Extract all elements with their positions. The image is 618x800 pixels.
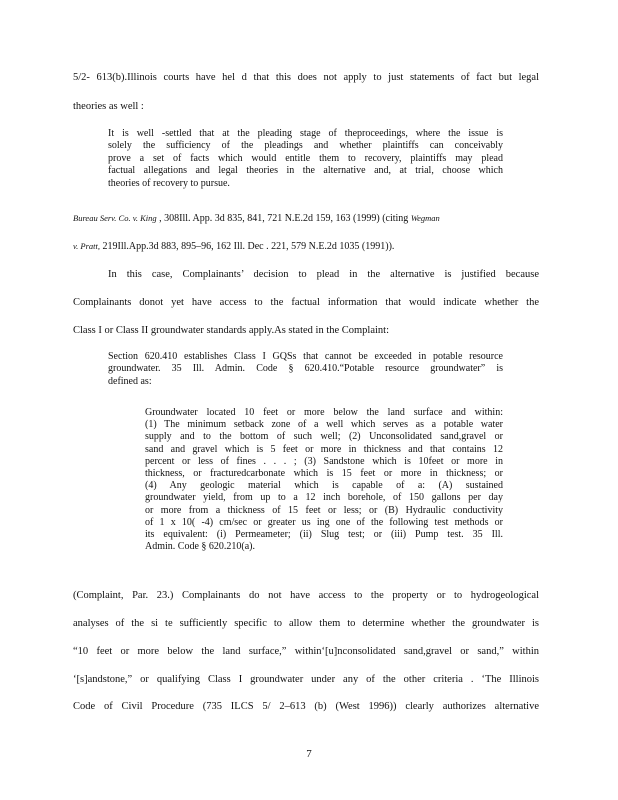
- body-line: (Complaint, Par. 23.) Complainants do not have access to the property or to hydrogeological: [73, 590, 539, 601]
- quote-line: supply and to the bottom of such well; (2) Unconsolidated sand,gravel or: [145, 431, 503, 443]
- quote-line: defined as:: [108, 375, 152, 387]
- quote-line: It is well -settled that at the pleading stage of theproceedings, where the issue is: [108, 128, 503, 139]
- body-line: Class I or Class II groundwater standards apply.As stated in the Complaint:: [73, 325, 390, 336]
- quote-line: sand and gravel which is 5 feet or more in thickness and that contains 12: [145, 443, 503, 455]
- page-number: 7: [306, 748, 312, 760]
- quote-line: of 1 x 10( -4) cm/sec or greater us ing one of the following test methods or: [145, 516, 503, 528]
- citation-text: , 308Ill. App. 3d 835, 841, 721 N.E.2d 159, 163 (1999) (citing: [156, 213, 411, 224]
- body-line: In this case, Complainants’ decision to plead in the alternative is justified because: [108, 269, 539, 280]
- quote-line: (1) The minimum setback zone of a well which serves as a potable water: [145, 419, 503, 431]
- quote-line: (4) Any geologic material which is capable of a: (A) sustained: [145, 480, 503, 492]
- quote-line: theories of recovery to pursue.: [108, 177, 230, 189]
- citation-line: [73, 211, 539, 226]
- quote-line: solely the sufficiency of the pleadings and whether plaintiffs can conceivably: [108, 140, 503, 152]
- quote-line: Section 620.410 establishes Class I GQSs that cannot be exceeded in potable resource: [108, 351, 503, 362]
- quote-line: factual allegations and legal theories in the alternative and, at trial, choose which: [108, 165, 503, 177]
- case-name: Wegman: [410, 213, 440, 223]
- case-name: v. Pratt,: [73, 241, 100, 251]
- quote-line: groundwater yield, from up to a 12 inch borehole, of 150 gallons per day: [145, 492, 503, 504]
- quote-line: Groundwater located 10 feet or more below the land surface and within:: [145, 407, 503, 418]
- body-line: Complainants donot yet have access to the factual information that would indicate whether the: [73, 297, 539, 308]
- case-name: Bureau Serv. Co. v. King: [73, 213, 157, 223]
- body-line: theories as well :: [73, 101, 144, 112]
- body-line: 5/2- 613(b).Illinois courts have hel d that this does not apply to just statements of fact but legal: [73, 72, 539, 83]
- quote-line: its equivalent: (i) Permeameter; (ii) Slug test; or (iii) Pump test. 35 Ill.: [145, 529, 503, 540]
- body-line: Code of Civil Procedure (735 ILCS 5/ 2–613 (b) (West 1996)) clearly authorizes alternative: [73, 701, 539, 712]
- quote-line: Admin. Code § 620.210(a).: [145, 541, 255, 553]
- quote-line: prove a set of facts which would entitle them to recovery, plaintiffs may plead: [108, 152, 503, 164]
- body-line: analyses of the si te sufficiently specific to allow them to determine whether the groundwater is: [73, 618, 539, 629]
- quote-line: or more from a thickness of 15 feet or less; or (B) Hydraulic conductivity: [145, 504, 503, 516]
- body-line: ‘[s]andstone,” or qualifying Class I groundwater under any of the other criteria . ‘The Illinois: [73, 674, 539, 685]
- body-line: “10 feet or more below the land surface,” within‘[u]nconsolidated sand,gravel or sand,” within: [73, 646, 539, 657]
- quote-line: percent or less of fines . . . ; (3) Sandstone which is 10feet or more in: [145, 455, 503, 467]
- quote-line: groundwater. 35 Ill. Admin. Code § 620.410.“Potable resource groundwater” is: [108, 363, 503, 375]
- citation-text: 219Ill.App.3d 883, 895–96, 162 Ill. Dec . 221, 579 N.E.2d 1035 (1991)).: [100, 241, 395, 252]
- citation-line: [73, 239, 539, 254]
- quote-line: thickness, or fracturedcarbonate which is 15 feet or more in thickness; or: [145, 468, 503, 479]
